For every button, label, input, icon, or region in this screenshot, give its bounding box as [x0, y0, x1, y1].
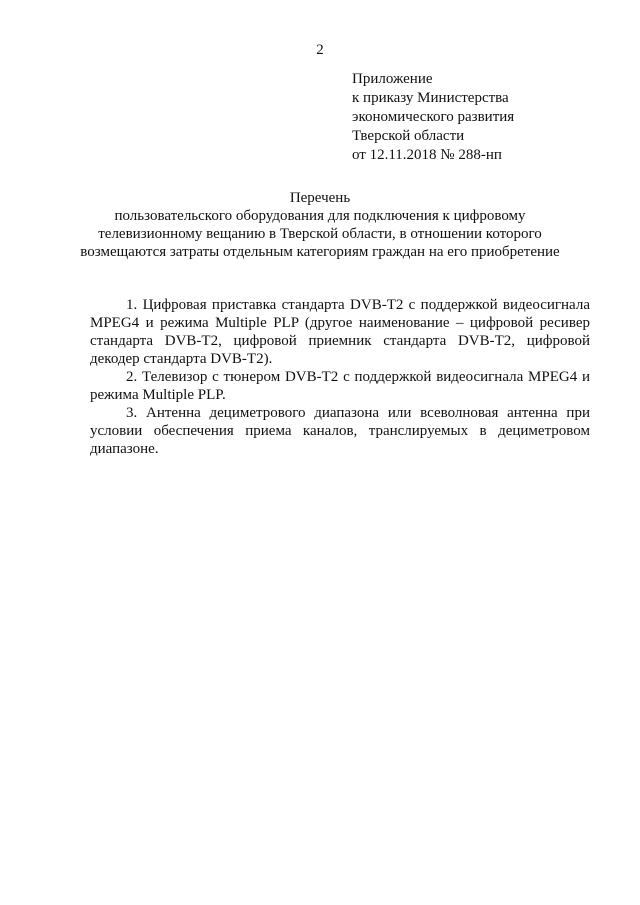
list-item: 1. Цифровая приставка стандарта DVB-T2 с поддержкой видеосигнала MPEG4 и режима Multiple PLP (другое наименование – цифровой ресивер стандарта DVB-T2, цифровой приемник стандарта DVB-T2, цифровой декодер стандарта DVB-T2).: [90, 297, 590, 367]
appendix-line: от 12.11.2018 № 288-нп: [352, 147, 502, 163]
page-number: 2: [316, 42, 324, 58]
heading-line: пользовательского оборудования для подключения к цифровому: [114, 208, 526, 224]
appendix-line: экономического развития: [352, 109, 515, 125]
appendix-line: к приказу Министерства: [352, 90, 509, 106]
list-item: 3. Антенна дециметрового диапазона или всеволновая антенна при условии обеспечения приема каналов, транслируемых в дециметровом диапазоне.: [90, 405, 590, 457]
list-item: 2. Телевизор с тюнером DVB-T2 с поддержкой видеосигнала MPEG4 и режима Multiple PLP.: [90, 369, 590, 403]
heading-title: Перечень: [289, 190, 351, 206]
equipment-list: [90, 296, 590, 458]
appendix-line: Приложение: [352, 71, 433, 87]
heading-line: возмещаются затраты отдельным категориям граждан на его приобретение: [80, 244, 560, 260]
appendix-block: [352, 70, 612, 165]
heading-line: телевизионному вещанию в Тверской области, в отношении которого: [98, 226, 542, 242]
appendix-line: Тверской области: [352, 128, 465, 144]
document-heading: [80, 189, 560, 261]
